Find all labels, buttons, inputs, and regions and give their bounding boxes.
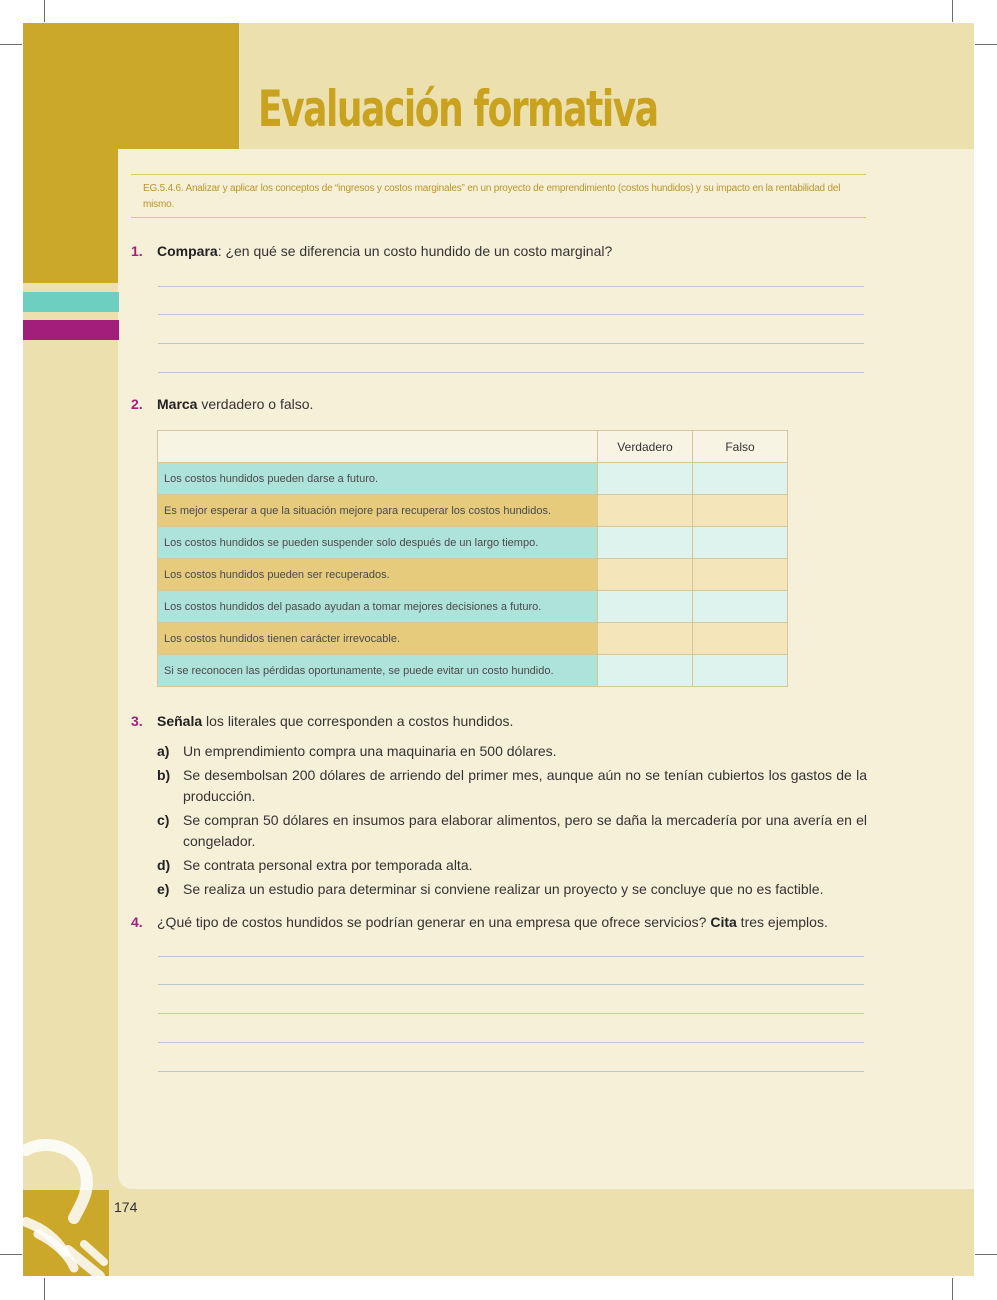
option-text: Se desembolsan 200 dólares de arriendo del primer mes, aunque aún no se tenían cubiertos los gastos de la producción. bbox=[183, 767, 867, 804]
option-letter: c) bbox=[157, 812, 170, 828]
statement-cell: Los costos hundidos tienen carácter irrevocable. bbox=[158, 623, 598, 655]
option-letter: d) bbox=[157, 857, 171, 873]
statement-cell: Los costos hundidos pueden ser recuperados. bbox=[158, 559, 598, 591]
answer-line[interactable] bbox=[158, 314, 864, 315]
true-answer-cell[interactable] bbox=[598, 559, 693, 591]
question-2 bbox=[131, 396, 313, 412]
learning-objective: EG.5.4.6. Analizar y aplicar los conceptos de “ingresos y costos marginales” en un proyecto de emprendimiento (costos hundidos) y su impacto en la rentabilidad del mismo. bbox=[131, 174, 866, 218]
question-number: 4. bbox=[131, 914, 143, 930]
table-row bbox=[158, 495, 788, 527]
question-number: 1. bbox=[131, 243, 143, 259]
option-item[interactable] bbox=[157, 765, 867, 807]
answer-line[interactable] bbox=[158, 1042, 864, 1043]
table-row bbox=[158, 559, 788, 591]
false-answer-cell[interactable] bbox=[693, 623, 788, 655]
crop-mark bbox=[952, 0, 953, 22]
true-false-table bbox=[157, 430, 788, 687]
option-item[interactable] bbox=[157, 855, 867, 876]
question-1 bbox=[131, 243, 612, 259]
option-letter: a) bbox=[157, 743, 170, 759]
question-text: ¿Qué tipo de costos hundidos se podrían generar en una empresa que ofrece servicios? bbox=[157, 914, 711, 930]
option-item[interactable] bbox=[157, 741, 867, 762]
question-text: : ¿en qué se diferencia un costo hundido de un costo marginal? bbox=[217, 243, 613, 259]
true-answer-cell[interactable] bbox=[598, 495, 693, 527]
question-text: verdadero o falso. bbox=[197, 396, 314, 412]
false-answer-cell[interactable] bbox=[693, 655, 788, 687]
statement-cell: Si se reconocen las pérdidas oportunamente, se puede evitar un costo hundido. bbox=[158, 655, 598, 687]
table-header-verdadero: Verdadero bbox=[598, 431, 693, 463]
answer-line[interactable] bbox=[158, 286, 864, 287]
answer-line[interactable] bbox=[158, 956, 864, 957]
false-answer-cell[interactable] bbox=[693, 591, 788, 623]
false-answer-cell[interactable] bbox=[693, 495, 788, 527]
option-item[interactable] bbox=[157, 879, 867, 900]
crop-mark bbox=[975, 1254, 997, 1255]
crop-mark bbox=[952, 1278, 953, 1300]
option-item[interactable] bbox=[157, 810, 867, 852]
option-list bbox=[157, 741, 867, 903]
magenta-tab-marker bbox=[23, 320, 119, 340]
answer-line[interactable] bbox=[158, 343, 864, 344]
crop-mark bbox=[44, 0, 45, 22]
lightbulb-icon bbox=[8, 1130, 128, 1290]
option-text: Se realiza un estudio para determinar si conviene realizar un proyecto y se concluye que no es factible. bbox=[183, 881, 824, 897]
true-answer-cell[interactable] bbox=[598, 463, 693, 495]
table-row bbox=[158, 527, 788, 559]
statement-cell: Los costos hundidos del pasado ayudan a tomar mejores decisiones a futuro. bbox=[158, 591, 598, 623]
question-verb: Compara bbox=[157, 243, 218, 259]
answer-line[interactable] bbox=[158, 372, 864, 373]
page-number: 174 bbox=[114, 1199, 138, 1215]
false-answer-cell[interactable] bbox=[693, 463, 788, 495]
table-row bbox=[158, 655, 788, 687]
question-3 bbox=[131, 713, 513, 729]
question-4 bbox=[131, 914, 828, 930]
false-answer-cell[interactable] bbox=[693, 559, 788, 591]
option-text: Se contrata personal extra por temporada alta. bbox=[183, 857, 473, 873]
table-row bbox=[158, 591, 788, 623]
question-number: 2. bbox=[131, 396, 143, 412]
option-letter: b) bbox=[157, 767, 171, 783]
question-verb: Marca bbox=[157, 396, 198, 412]
answer-line[interactable] bbox=[158, 1013, 864, 1014]
answer-line[interactable] bbox=[158, 1071, 864, 1072]
teal-tab-marker bbox=[23, 292, 119, 312]
table-header-blank bbox=[158, 431, 598, 463]
true-answer-cell[interactable] bbox=[598, 623, 693, 655]
crop-mark bbox=[0, 44, 22, 45]
table-header-falso: Falso bbox=[693, 431, 788, 463]
question-number: 3. bbox=[131, 713, 143, 729]
true-answer-cell[interactable] bbox=[598, 591, 693, 623]
question-text: tres ejemplos. bbox=[736, 914, 828, 930]
table-header-row bbox=[158, 431, 788, 463]
statement-cell: Los costos hundidos se pueden suspender solo después de un largo tiempo. bbox=[158, 527, 598, 559]
answer-line[interactable] bbox=[158, 984, 864, 985]
statement-cell: Es mejor esperar a que la situación mejore para recuperar los costos hundidos. bbox=[158, 495, 598, 527]
true-answer-cell[interactable] bbox=[598, 655, 693, 687]
question-verb: Señala bbox=[157, 713, 203, 729]
question-verb: Cita bbox=[710, 914, 737, 930]
option-text: Un emprendimiento compra una maquinaria en 500 dólares. bbox=[183, 743, 557, 759]
question-text: los literales que corresponden a costos hundidos. bbox=[202, 713, 514, 729]
table-row bbox=[158, 463, 788, 495]
true-answer-cell[interactable] bbox=[598, 527, 693, 559]
option-text: Se compran 50 dólares en insumos para elaborar alimentos, pero se daña la mercadería por una avería en el congelador. bbox=[183, 812, 867, 849]
page-title: Evaluación formativa bbox=[258, 80, 658, 138]
crop-mark bbox=[975, 44, 997, 45]
table-row bbox=[158, 623, 788, 655]
false-answer-cell[interactable] bbox=[693, 527, 788, 559]
statement-cell: Los costos hundidos pueden darse a futuro. bbox=[158, 463, 598, 495]
footer-band bbox=[23, 1190, 974, 1276]
option-letter: e) bbox=[157, 881, 170, 897]
